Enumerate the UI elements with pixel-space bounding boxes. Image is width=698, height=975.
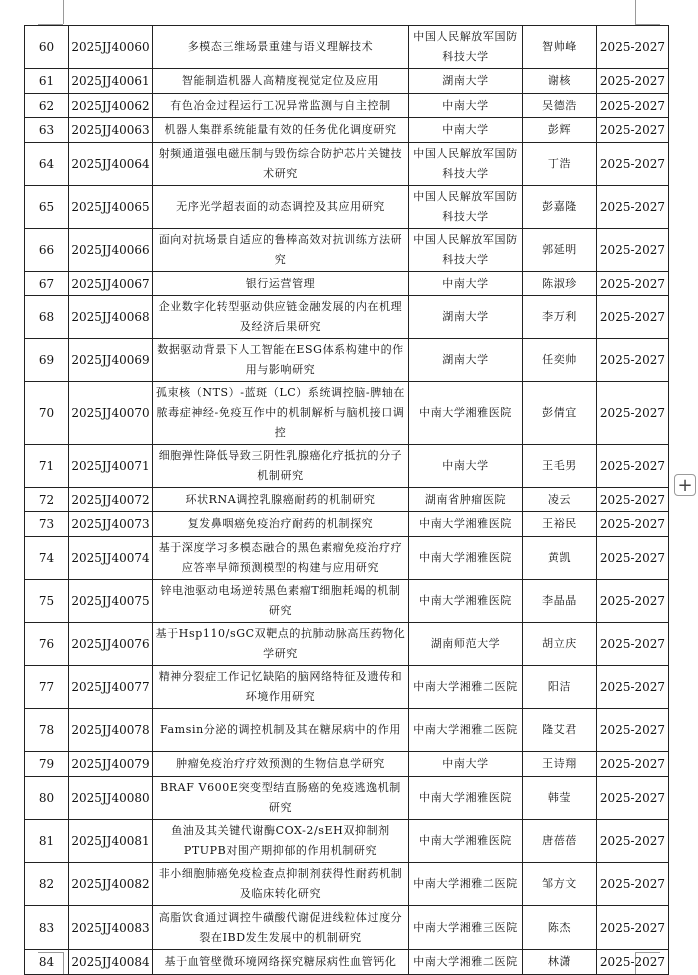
cell-num: 61	[25, 69, 69, 94]
cell-period: 2025-2027	[597, 186, 669, 229]
table-row	[25, 709, 669, 752]
cell-title: 鱼油及其关键代谢酶COX-2/sEH双抑制剂PTUPB对围产期抑郁的作用机制研究	[153, 820, 409, 863]
cell-period: 2025-2027	[597, 488, 669, 512]
cell-person: 韩莹	[523, 777, 597, 820]
cell-title: 智能制造机器人高精度视觉定位及应用	[153, 69, 409, 94]
cell-person: 陈淑珍	[523, 272, 597, 296]
table-row	[25, 777, 669, 820]
cell-org: 湖南省肿瘤医院	[409, 488, 523, 512]
cell-org: 湖南大学	[409, 69, 523, 94]
table-row	[25, 339, 669, 382]
cell-person: 林潇	[523, 950, 597, 975]
cell-period: 2025-2027	[597, 445, 669, 488]
cell-num: 83	[25, 906, 69, 950]
cell-org: 中南大学	[409, 752, 523, 777]
cell-code: 2025JJ40073	[69, 512, 153, 537]
table-row	[25, 26, 669, 69]
cell-num: 81	[25, 820, 69, 863]
cell-title: 肿瘤免疫治疗疗效预测的生物信息学研究	[153, 752, 409, 777]
cell-num: 65	[25, 186, 69, 229]
cell-num: 66	[25, 229, 69, 272]
cell-org: 中南大学湘雅医院	[409, 512, 523, 537]
cell-period: 2025-2027	[597, 709, 669, 752]
cell-org: 湖南大学	[409, 296, 523, 339]
cell-num: 73	[25, 512, 69, 537]
table-row	[25, 537, 669, 580]
crop-mark	[63, 0, 64, 24]
cell-period: 2025-2027	[597, 272, 669, 296]
cell-org: 中南大学	[409, 445, 523, 488]
cell-period: 2025-2027	[597, 537, 669, 580]
cell-num: 72	[25, 488, 69, 512]
cell-person: 丁浩	[523, 143, 597, 186]
cell-code: 2025JJ40082	[69, 863, 153, 906]
cell-person: 陈杰	[523, 906, 597, 950]
table-row	[25, 94, 669, 118]
cell-person: 吴德浩	[523, 94, 597, 118]
cell-title: 非小细胞肺癌免疫检查点抑制剂获得性耐药机制及临床转化研究	[153, 863, 409, 906]
cell-title: 基于Hsp110/sGC双靶点的抗肺动脉高压药物化学研究	[153, 623, 409, 666]
cell-title: 企业数字化转型驱动供应链金融发展的内在机理及经济后果研究	[153, 296, 409, 339]
table-row	[25, 512, 669, 537]
cell-period: 2025-2027	[597, 623, 669, 666]
table-row	[25, 69, 669, 94]
cell-code: 2025JJ40069	[69, 339, 153, 382]
cell-num: 63	[25, 118, 69, 143]
cell-org: 中南大学	[409, 118, 523, 143]
cell-period: 2025-2027	[597, 26, 669, 69]
table-row	[25, 382, 669, 445]
cell-code: 2025JJ40067	[69, 272, 153, 296]
cell-code: 2025JJ40060	[69, 26, 153, 69]
cell-num: 68	[25, 296, 69, 339]
cell-code: 2025JJ40075	[69, 580, 153, 623]
cell-person: 智帅峰	[523, 26, 597, 69]
cell-person: 胡立庆	[523, 623, 597, 666]
cell-num: 79	[25, 752, 69, 777]
cell-person: 王诗翔	[523, 752, 597, 777]
cell-org: 中南大学湘雅医院	[409, 777, 523, 820]
cell-code: 2025JJ40083	[69, 906, 153, 950]
cell-num: 76	[25, 623, 69, 666]
cell-title: 复发鼻咽癌免疫治疗耐药的机制探究	[153, 512, 409, 537]
cell-code: 2025JJ40084	[69, 950, 153, 975]
cell-period: 2025-2027	[597, 820, 669, 863]
cell-title: 机器人集群系统能量有效的任务优化调度研究	[153, 118, 409, 143]
cell-num: 82	[25, 863, 69, 906]
cell-title: 有色冶金过程运行工况异常监测与自主控制	[153, 94, 409, 118]
cell-title: 孤束核（NTS）-蓝斑（LC）系统调控脑-脾轴在脓毒症神经-免疫互作中的机制解析与脑机接口调控	[153, 382, 409, 445]
cell-code: 2025JJ40061	[69, 69, 153, 94]
cell-code: 2025JJ40071	[69, 445, 153, 488]
cell-period: 2025-2027	[597, 118, 669, 143]
cell-code: 2025JJ40081	[69, 820, 153, 863]
cell-num: 71	[25, 445, 69, 488]
table-row	[25, 143, 669, 186]
cell-period: 2025-2027	[597, 296, 669, 339]
cell-org: 中南大学湘雅三医院	[409, 906, 523, 950]
cell-code: 2025JJ40062	[69, 94, 153, 118]
cell-num: 67	[25, 272, 69, 296]
cell-period: 2025-2027	[597, 666, 669, 709]
cell-code: 2025JJ40068	[69, 296, 153, 339]
cell-code: 2025JJ40066	[69, 229, 153, 272]
table-row	[25, 296, 669, 339]
cell-title: 高脂饮食通过调控牛磺酸代谢促进线粒体过度分裂在IBD发生发展中的机制研究	[153, 906, 409, 950]
cell-title: 基于血管壁微环境网络探究糖尿病性血管钙化	[153, 950, 409, 975]
cell-code: 2025JJ40078	[69, 709, 153, 752]
crop-mark	[635, 0, 636, 24]
table-row	[25, 445, 669, 488]
cell-title: 多模态三维场景重建与语义理解技术	[153, 26, 409, 69]
cell-period: 2025-2027	[597, 906, 669, 950]
cell-num: 69	[25, 339, 69, 382]
cell-title: 锌电池驱动电场逆转黑色素瘤T细胞耗竭的机制研究	[153, 580, 409, 623]
cell-org: 中南大学湘雅二医院	[409, 666, 523, 709]
cell-person: 谢核	[523, 69, 597, 94]
table-row	[25, 950, 669, 975]
table-row	[25, 488, 669, 512]
cell-org: 中南大学湘雅二医院	[409, 950, 523, 975]
table-row	[25, 272, 669, 296]
table-row	[25, 580, 669, 623]
cell-code: 2025JJ40070	[69, 382, 153, 445]
cell-period: 2025-2027	[597, 752, 669, 777]
cell-org: 中南大学湘雅二医院	[409, 709, 523, 752]
cell-person: 黄凯	[523, 537, 597, 580]
cell-code: 2025JJ40064	[69, 143, 153, 186]
cell-org: 中南大学	[409, 272, 523, 296]
cell-person: 李晶晶	[523, 580, 597, 623]
cell-org: 中国人民解放军国防科技大学	[409, 229, 523, 272]
cell-code: 2025JJ40063	[69, 118, 153, 143]
cell-code: 2025JJ40079	[69, 752, 153, 777]
cell-org: 湖南大学	[409, 339, 523, 382]
cell-title: 面向对抗场景自适应的鲁棒高效对抗训练方法研究	[153, 229, 409, 272]
cell-person: 唐蓓蓓	[523, 820, 597, 863]
cell-period: 2025-2027	[597, 580, 669, 623]
cell-org: 中南大学湘雅二医院	[409, 863, 523, 906]
cell-period: 2025-2027	[597, 69, 669, 94]
cell-num: 74	[25, 537, 69, 580]
cell-code: 2025JJ40077	[69, 666, 153, 709]
cell-title: BRAF V600E突变型结直肠癌的免疫逃逸机制研究	[153, 777, 409, 820]
table-row	[25, 906, 669, 950]
cell-period: 2025-2027	[597, 339, 669, 382]
cell-org: 中南大学湘雅医院	[409, 382, 523, 445]
table-row	[25, 666, 669, 709]
cell-org: 湖南师范大学	[409, 623, 523, 666]
table-row	[25, 229, 669, 272]
cell-title: 射频通道强电磁压制与毁伤综合防护芯片关键技术研究	[153, 143, 409, 186]
cell-num: 84	[25, 950, 69, 975]
cell-person: 彭辉	[523, 118, 597, 143]
cell-person: 王毛男	[523, 445, 597, 488]
cell-org: 中南大学湘雅医院	[409, 580, 523, 623]
cell-period: 2025-2027	[597, 777, 669, 820]
table-row	[25, 863, 669, 906]
table-row	[25, 118, 669, 143]
project-table	[24, 25, 669, 975]
cell-title: 细胞弹性降低导致三阴性乳腺癌化疗抵抗的分子机制研究	[153, 445, 409, 488]
cell-person: 彭倩宜	[523, 382, 597, 445]
cell-code: 2025JJ40065	[69, 186, 153, 229]
cell-code: 2025JJ40072	[69, 488, 153, 512]
cell-code: 2025JJ40074	[69, 537, 153, 580]
cell-org: 中南大学湘雅医院	[409, 537, 523, 580]
cell-person: 凌云	[523, 488, 597, 512]
cell-period: 2025-2027	[597, 382, 669, 445]
cell-title: 基于深度学习多模态融合的黑色素瘤免疫治疗疗应答率早筛预测模型的构建与应用研究	[153, 537, 409, 580]
cell-period: 2025-2027	[597, 512, 669, 537]
cell-person: 彭嘉隆	[523, 186, 597, 229]
table-row	[25, 752, 669, 777]
cell-num: 60	[25, 26, 69, 69]
cell-title: 数据驱动背景下人工智能在ESG体系构建中的作用与影响研究	[153, 339, 409, 382]
add-row-button[interactable]	[674, 474, 696, 496]
cell-title: Famsin分泌的调控机制及其在糖尿病中的作用	[153, 709, 409, 752]
cell-org: 中国人民解放军国防科技大学	[409, 186, 523, 229]
cell-person: 阳洁	[523, 666, 597, 709]
table-row	[25, 820, 669, 863]
cell-num: 78	[25, 709, 69, 752]
cell-period: 2025-2027	[597, 143, 669, 186]
cell-num: 77	[25, 666, 69, 709]
cell-num: 80	[25, 777, 69, 820]
cell-person: 李万利	[523, 296, 597, 339]
cell-title: 精神分裂症工作记忆缺陷的脑网络特征及遗传和环境作用研究	[153, 666, 409, 709]
table-row	[25, 623, 669, 666]
cell-org: 中国人民解放军国防科技大学	[409, 26, 523, 69]
cell-title: 无序光学超表面的动态调控及其应用研究	[153, 186, 409, 229]
cell-period: 2025-2027	[597, 94, 669, 118]
cell-num: 62	[25, 94, 69, 118]
cell-code: 2025JJ40076	[69, 623, 153, 666]
cell-person: 王裕民	[523, 512, 597, 537]
cell-code: 2025JJ40080	[69, 777, 153, 820]
cell-period: 2025-2027	[597, 863, 669, 906]
cell-person: 任奕帅	[523, 339, 597, 382]
cell-org: 中国人民解放军国防科技大学	[409, 143, 523, 186]
cell-title: 环状RNA调控乳腺癌耐药的机制研究	[153, 488, 409, 512]
cell-period: 2025-2027	[597, 950, 669, 975]
cell-org: 中南大学	[409, 94, 523, 118]
cell-person: 郭延明	[523, 229, 597, 272]
cell-person: 隆艾君	[523, 709, 597, 752]
table-row	[25, 186, 669, 229]
plus-icon: +	[677, 475, 693, 496]
cell-period: 2025-2027	[597, 229, 669, 272]
cell-title: 银行运营管理	[153, 272, 409, 296]
cell-num: 75	[25, 580, 69, 623]
cell-person: 邹方文	[523, 863, 597, 906]
cell-num: 64	[25, 143, 69, 186]
cell-num: 70	[25, 382, 69, 445]
cell-org: 中南大学湘雅医院	[409, 820, 523, 863]
